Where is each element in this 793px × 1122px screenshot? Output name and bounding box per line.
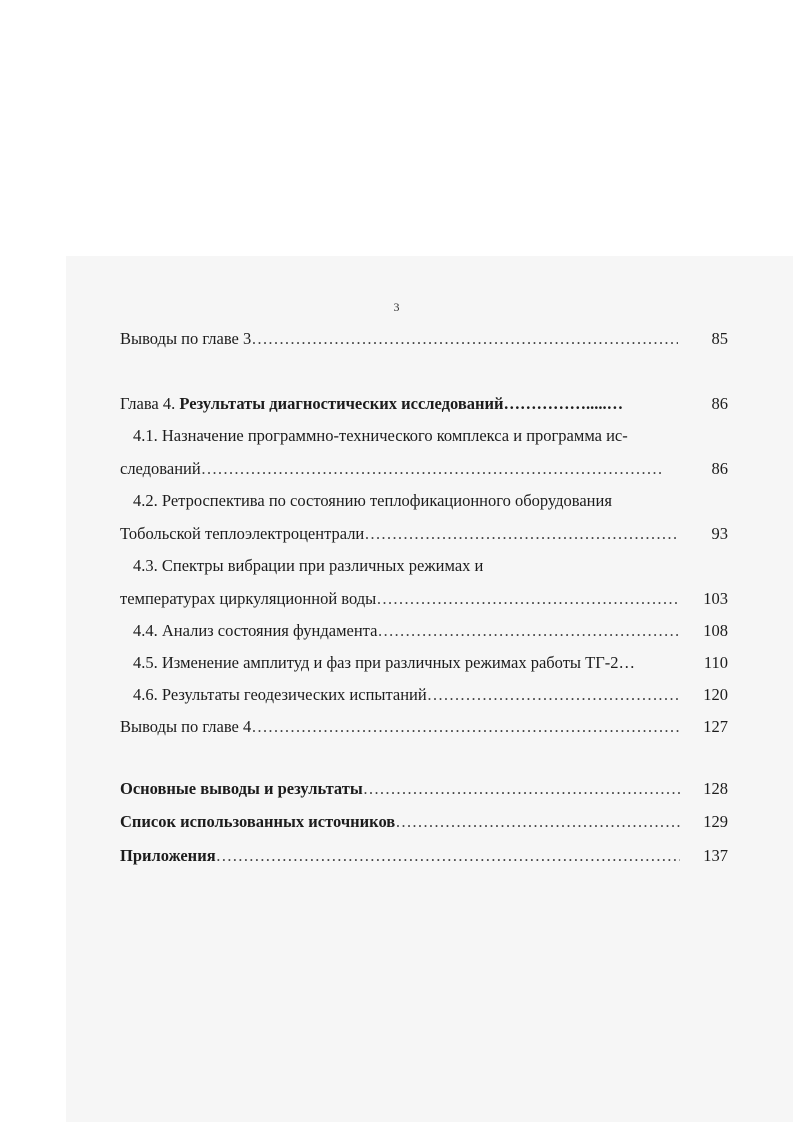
toc-entry-title	[120, 393, 678, 415]
toc-entry-chapter-4[interactable]	[120, 393, 728, 415]
toc-entry-page: 120	[703, 685, 728, 704]
toc-entry-page: 85	[711, 329, 728, 348]
toc-entry-page: 129	[703, 812, 728, 831]
page-number: 3	[393, 300, 400, 314]
chapter-title: Результаты диагностических исследований	[179, 394, 504, 413]
toc-entry-4-1[interactable]	[120, 458, 728, 480]
toc-entry-page: 86	[711, 459, 728, 478]
toc-entry-page: 86	[711, 394, 728, 413]
toc-entry-conclusions-ch4[interactable]	[120, 716, 728, 738]
toc-entry-appendices[interactable]	[120, 845, 728, 867]
toc-entry-page: 110	[703, 653, 728, 672]
toc-entry-4-5[interactable]	[120, 652, 728, 674]
toc-entry-title: Тобольской теплоэлектроцентрали ………………………………………………………………………………………………………………………………………………………………	[120, 523, 678, 545]
toc-entry-4-3-line1[interactable]: 4.3. Спектры вибрации при различных режимах и	[133, 556, 484, 575]
toc-entry-page: 137	[703, 846, 728, 865]
toc-entry-title: Список использованных источников ………………………………………………………………………………………………………………………………………………………………	[120, 811, 680, 833]
toc-entry-title: Основные выводы и результаты ………………………………………………………………………………………………………………………………………………………………	[120, 778, 680, 800]
toc-entry-title-text: 4.5. Изменение амплитуд и фаз при различных режимах работы ТГ-2	[133, 653, 619, 672]
toc-entry-4-2-line1[interactable]: 4.2. Ретроспектива по состоянию теплофикационного оборудования	[133, 491, 612, 510]
toc-entry-page: 108	[703, 621, 728, 640]
toc-entry-page: 127	[703, 717, 728, 736]
toc-entry-main-conclusions[interactable]	[120, 778, 728, 800]
toc-entry-title: Выводы по главе 4 ………………………………………………………………………………………………………………………………………………………………	[120, 716, 680, 738]
chapter-prefix: Глава 4.	[120, 394, 180, 413]
chapter-dots: …………….....…	[503, 394, 624, 413]
toc-entry-conclusions-ch3[interactable]	[120, 328, 728, 350]
toc-entry-title: Приложения ………………………………………………………………………………………………………………………………………………………………	[120, 845, 680, 867]
toc-entry-ellipsis: …	[618, 653, 635, 672]
toc-entry-references[interactable]	[120, 811, 728, 833]
toc-entry-title	[133, 652, 680, 674]
toc-entry-page: 128	[703, 779, 728, 798]
toc-entry-title: температурах циркуляционной воды ………………………………………………………………………………………………………………………………………………………………	[120, 588, 680, 610]
toc-entry-4-4[interactable]	[120, 620, 728, 642]
toc-entry-title: 4.6. Результаты геодезических испытаний ………………………………………………………………………………………………………………………………………………………………	[133, 684, 680, 706]
toc-entry-4-3[interactable]	[120, 588, 728, 610]
toc-entry-4-2[interactable]	[120, 523, 728, 545]
toc-entry-4-6[interactable]	[120, 684, 728, 706]
toc-entry-title: следований ………………………………………………………………………………………………………………………………………………………………	[120, 458, 664, 480]
toc-entry-title: Выводы по главе 3 ………………………………………………………………………………………………………………………………………………………………	[120, 328, 678, 350]
toc-entry-4-1-line1[interactable]: 4.1. Назначение программно-технического комплекса и программа ис-	[133, 426, 628, 445]
toc-entry-page: 93	[711, 524, 728, 543]
toc-entry-title: 4.4. Анализ состояния фундамента ………………………………………………………………………………………………………………………………………………………………	[133, 620, 680, 642]
toc-entry-page: 103	[703, 589, 728, 608]
